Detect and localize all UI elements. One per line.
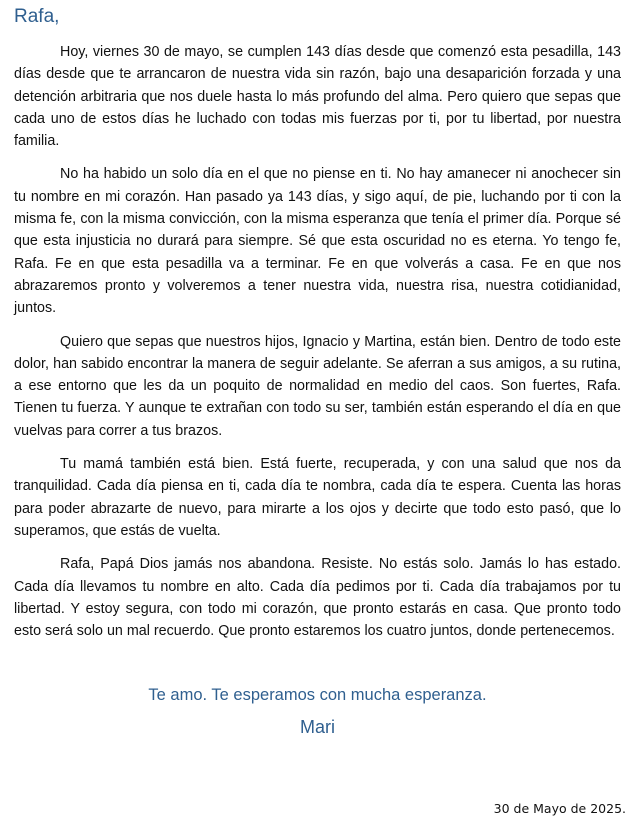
paragraph-1: Hoy, viernes 30 de mayo, se cumplen 143 días desde que comenzó esta pesadilla, 143 días desde que te arrancaron de nuestra vida sin razón, bajo una desaparición forzada y una detención arbitraria que nos duele hasta lo más profundo del alma. Pero quiero que sepas que cada uno de estos días he luchado con todas mis fuerzas por ti, por tu libertad, por nuestra familia. — [14, 44, 621, 150]
paragraph-5: Rafa, Papá Dios jamás nos abandona. Resiste. No estás solo. Jamás lo has estado. Cada día llevamos tu nombre en alto. Cada día pedimos por ti. Cada día trabajamos por tu libertad. Y estoy segura, con todo mi corazón, que pronto estarás en casa. Que pronto todo esto será solo un mal recuerdo. Que pronto estaremos los cuatro juntos, donde pertenecemos. — [14, 556, 621, 640]
letter-date: 30 de Mayo de 2025. — [493, 801, 626, 816]
closing-line: Te amo. Te esperamos con mucha esperanza. — [148, 686, 487, 705]
paragraph-2: No ha habido un solo día en el que no piense en ti. No hay amanecer ni anochecer sin tu nombre en mi corazón. Han pasado ya 143 días, y sigo aquí, de pie, luchando por ti con la misma fe, con la misma convicción, con la misma esperanza que tenía el primer día. Porque sé que esta injusticia no durará para siempre. Sé que esta oscuridad no es eterna. Yo tengo fe, Rafa. Fe en que esta pesadilla va a terminar. Fe en que volverás a casa. Fe en que nos abrazaremos pronto y volveremos a tener nuestra vida, nuestra risa, nuestra cotidianidad, juntos. — [14, 166, 621, 317]
paragraph-4: Tu mamá también está bien. Está fuerte, recuperada, y con una salud que nos da tranquilidad. Cada día piensa en ti, cada día te nombra, cada día te espera. Cuenta las horas para poder abrazarte de nuevo, para mirarte a los ojos y decirte que todo esto pasó, que lo superamos, que estás de vuelta. — [14, 456, 621, 539]
paragraph-3: Quiero que sepas que nuestros hijos, Ignacio y Martina, están bien. Dentro de todo este dolor, han sabido encontrar la manera de seguir adelante. Se aferran a sus amigos, a su rutina, a ese entorno que les da un poquito de normalidad en medio del caos. Son fuertes, Rafa. Tienen tu fuerza. Y aunque te extrañan con todo su ser, también están esperando el día en que vuelvas para correr a tus brazos. — [14, 333, 621, 439]
salutation: Rafa, — [14, 6, 60, 27]
signature: Mari — [300, 717, 335, 738]
letter-body — [14, 41, 621, 642]
